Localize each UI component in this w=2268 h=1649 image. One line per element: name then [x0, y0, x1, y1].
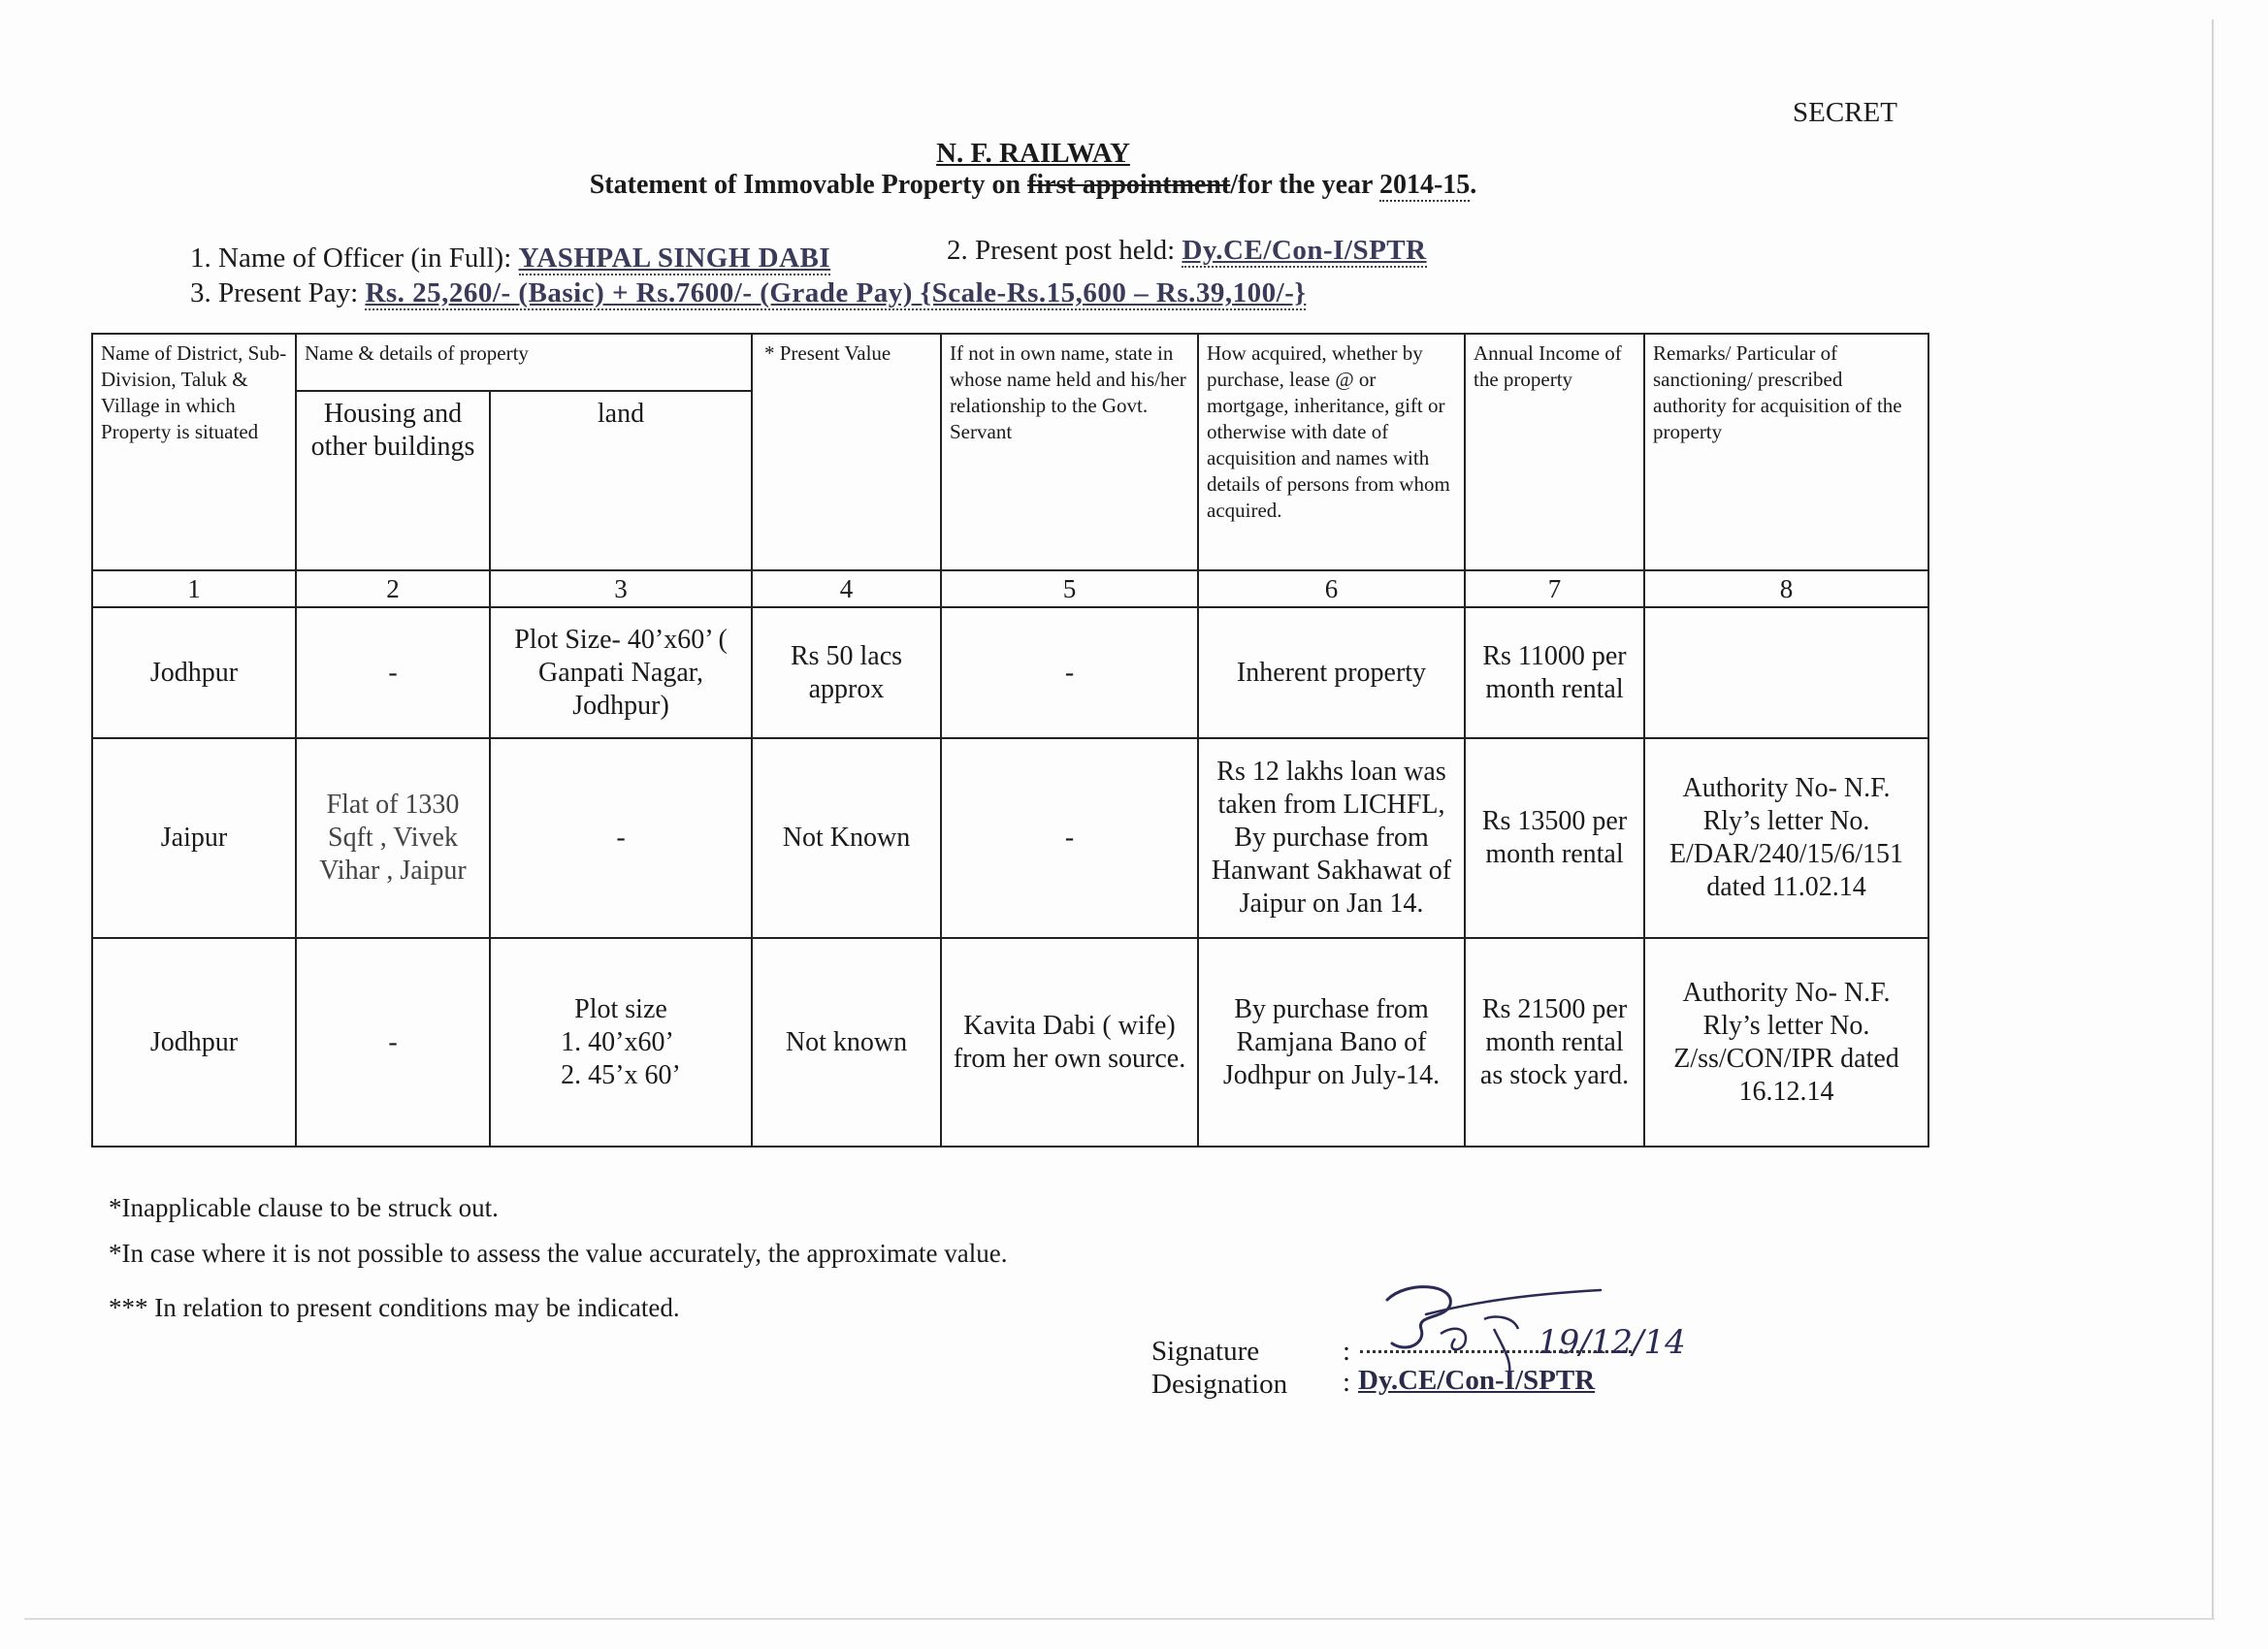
cell-land-title: Plot size: [574, 993, 667, 1024]
cell-land: [490, 938, 752, 1147]
header-district: Name of District, Sub-Division, Taluk & Village in which Property is situated: [92, 334, 296, 570]
cell-remarks: Authority No- N.F. Rly’s letter No. Z/ss/CON/IPR dated 16.12.14: [1644, 938, 1928, 1147]
present-post-line: [947, 235, 1427, 267]
signature-label: Signature: [1151, 1336, 1260, 1367]
cell-present-value: Not known: [752, 938, 941, 1147]
table-row: [92, 938, 1928, 1147]
signature-date: 19/12/14: [1538, 1323, 1686, 1362]
officer-name-value: YASHPAL SINGH DABI: [518, 242, 831, 274]
cell-annual-income: Rs 21500 per month rental as stock yard.: [1465, 938, 1644, 1147]
present-post-label: 2. Present post held:: [947, 235, 1176, 266]
column-number: 2: [296, 570, 490, 607]
cell-remarks: Authority No- N.F. Rly’s letter No. E/DAR/240/15/6/151 dated 11.02.14: [1644, 738, 1928, 938]
cell-district: Jodhpur: [92, 607, 296, 738]
table-row: [92, 607, 1928, 738]
header-land: land: [490, 391, 752, 570]
column-number: 5: [941, 570, 1198, 607]
cell-how-acquired: By purchase from Ramjana Bano of Jodhpur on July-14.: [1198, 938, 1465, 1147]
cell-annual-income: Rs 13500 per month rental: [1465, 738, 1644, 938]
designation-colon: :: [1343, 1367, 1351, 1398]
header-own-name: If not in own name, state in whose name held and his/her relationship to the Govt. Servant: [941, 334, 1198, 570]
list-item: 1. 40’x60’: [561, 1026, 674, 1057]
header-housing: Housing and other buildings: [296, 391, 490, 570]
cell-own-name: -: [941, 607, 1198, 738]
classification-label: SECRET: [1793, 97, 1897, 128]
cell-remarks: [1644, 607, 1928, 738]
designation-value: Dy.CE/Con-I/SPTR: [1358, 1365, 1596, 1396]
header-property-group: Name & details of property: [296, 334, 752, 391]
cell-annual-income: Rs 11000 per month rental: [1465, 607, 1644, 738]
subtitle-struck-text: first appointment: [1027, 170, 1231, 200]
present-pay-value: Rs. 25,260/- (Basic) + Rs.7600/- (Grade Pay) {Scale-Rs.15,600 – Rs.39,100/-}: [365, 277, 1307, 308]
header-row: [92, 334, 1928, 391]
column-number: 8: [1644, 570, 1928, 607]
cell-land: Plot Size- 40’x60’ ( Ganpati Nagar, Jodhpur): [490, 607, 752, 738]
cell-district: Jaipur: [92, 738, 296, 938]
note-inapplicable: *Inapplicable clause to be struck out.: [109, 1193, 499, 1222]
officer-name-line: [190, 242, 830, 275]
header-how-acquired: How acquired, whether by purchase, lease @ or mortgage, inheritance, gift or otherwise with date of acquisition and names with details of persons from whom acquired.: [1198, 334, 1465, 570]
table-row: [92, 738, 1928, 938]
column-number: 1: [92, 570, 296, 607]
cell-housing: -: [296, 938, 490, 1147]
list-item: 2. 45’x 60’: [561, 1059, 681, 1090]
cell-district: Jodhpur: [92, 938, 296, 1147]
page-edge-right: [2212, 19, 2214, 1620]
cell-present-value: Not Known: [752, 738, 941, 938]
cell-present-value: Rs 50 lacs approx: [752, 607, 941, 738]
document-title: N. F. RAILWAY: [936, 138, 1130, 169]
page-edge-bottom: [24, 1618, 2215, 1620]
present-post-value: Dy.CE/Con-I/SPTR: [1182, 235, 1427, 266]
column-number: 4: [752, 570, 941, 607]
cell-land: -: [490, 738, 752, 938]
note-approximate-value: *In case where it is not possible to assess the value accurately, the approximate value.: [109, 1239, 1008, 1268]
header-remarks: Remarks/ Particular of sanctioning/ prescribed authority for acquisition of the property: [1644, 334, 1928, 570]
column-number-row: [92, 570, 1928, 607]
handwritten-signature: [1348, 1276, 1717, 1382]
officer-name-label: 1. Name of Officer (in Full):: [190, 242, 512, 274]
subtitle-suffix: .: [1470, 170, 1477, 200]
column-number: 3: [490, 570, 752, 607]
cell-housing: Flat of 1330 Sqft , Vivek Vihar , Jaipur: [296, 738, 490, 938]
header-annual-income: Annual Income of the property: [1465, 334, 1644, 570]
column-number: 6: [1198, 570, 1465, 607]
designation-label: Designation: [1151, 1369, 1288, 1400]
note-present-conditions: *** In relation to present conditions may be indicated.: [109, 1293, 680, 1322]
present-pay-label: 3. Present Pay:: [190, 277, 359, 308]
subtitle-prefix: Statement of Immovable Property on: [589, 170, 1028, 200]
cell-own-name: -: [941, 738, 1198, 938]
document-subtitle: [0, 170, 2066, 201]
plot-size-list: [561, 1026, 681, 1092]
property-table: [91, 333, 1929, 1148]
present-pay-line: [190, 277, 1306, 309]
subtitle-year: 2014-15: [1378, 170, 1471, 200]
header-present-value: * Present Value: [752, 334, 941, 570]
column-number: 7: [1465, 570, 1644, 607]
cell-how-acquired: Rs 12 lakhs loan was taken from LICHFL, By purchase from Hanwant Sakhawat of Jaipur on Jan 14.: [1198, 738, 1465, 938]
signature-colon: :: [1343, 1336, 1351, 1367]
cell-how-acquired: Inherent property: [1198, 607, 1465, 738]
subtitle-middle: /for the year: [1230, 170, 1379, 200]
cell-own-name: Kavita Dabi ( wife) from her own source.: [941, 938, 1198, 1147]
cell-housing: -: [296, 607, 490, 738]
